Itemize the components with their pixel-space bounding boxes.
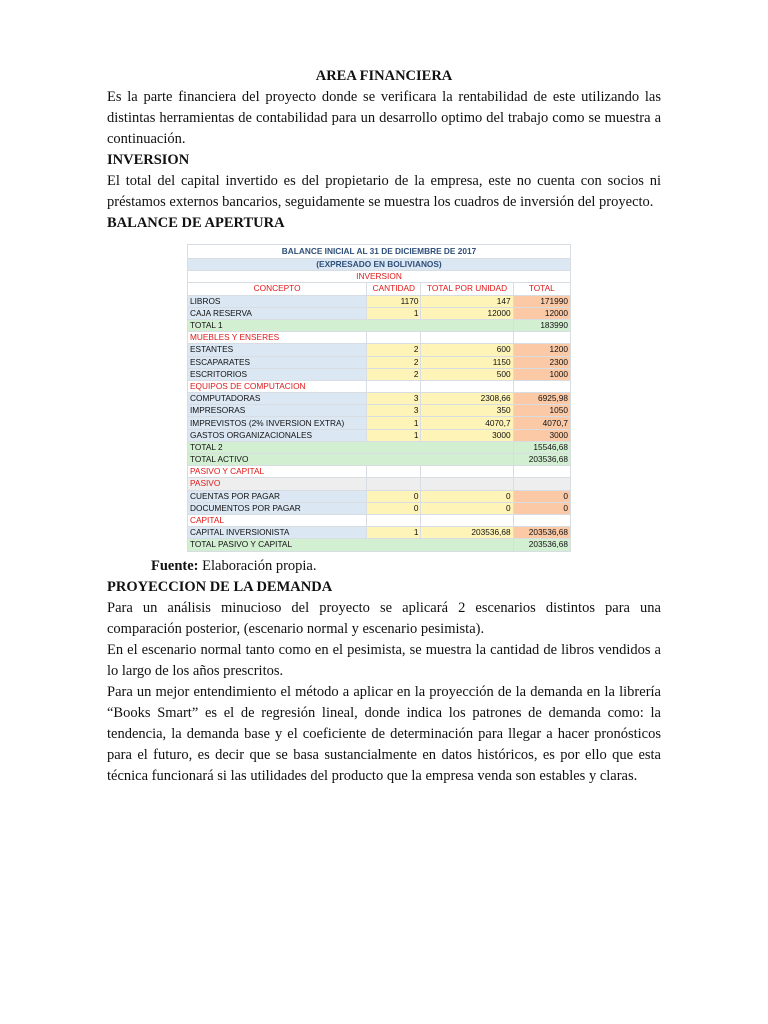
cell-unidad: 500 [421, 368, 513, 380]
cell-cantidad: 2 [367, 356, 421, 368]
fuente-caption [151, 556, 661, 577]
cell-total: 203536,68 [513, 539, 570, 551]
cell-cantidad: 0 [367, 490, 421, 502]
cell-concepto: PASIVO [188, 478, 367, 490]
cell-empty [421, 478, 513, 490]
cell-concepto: IMPRESORAS [188, 405, 367, 417]
header-total: TOTAL [513, 283, 570, 295]
cell-empty [513, 332, 570, 344]
table-title: BALANCE INICIAL AL 31 DE DICIEMBRE DE 2017 [188, 245, 571, 259]
demanda-paragraph-1: Para un análisis minucioso del proyecto se aplicará 2 escenarios distintos para una comparación posterior, (escenario normal y escenario pesimista). [107, 599, 661, 637]
cell-empty [421, 380, 513, 392]
cell-total: 3000 [513, 429, 570, 441]
cell-cantidad: 0 [367, 502, 421, 514]
table-row [188, 417, 571, 429]
cell-empty [421, 514, 513, 526]
table-row [188, 527, 571, 539]
cell-total: 2300 [513, 356, 570, 368]
cell-total: 4070,7 [513, 417, 570, 429]
cell-concepto: CAPITAL [188, 514, 367, 526]
cell-concepto: TOTAL 2 [188, 441, 514, 453]
intro-paragraph: Es la parte financiera del proyecto donde se verificara la rentabilidad de este utilizando las distintas herramientas de contabilidad para un desarrollo optimo del trabajo como se muestra a continuación. [107, 89, 661, 147]
cell-unidad: 0 [421, 490, 513, 502]
cell-total: 0 [513, 502, 570, 514]
cell-unidad: 1150 [421, 356, 513, 368]
cell-empty [421, 466, 513, 478]
table-subtitle: (EXPRESADO EN BOLIVIANOS) [188, 259, 571, 271]
table-section: INVERSION [188, 271, 571, 283]
fuente-text: Elaboración propia. [198, 557, 317, 574]
cell-total: 203536,68 [513, 527, 570, 539]
table-row [188, 429, 571, 441]
cell-unidad: 350 [421, 405, 513, 417]
table-row-total [188, 454, 571, 466]
cell-empty [513, 514, 570, 526]
cell-total: 15546,68 [513, 441, 570, 453]
table-row [188, 307, 571, 319]
cell-unidad: 3000 [421, 429, 513, 441]
table-row [188, 393, 571, 405]
cell-empty [367, 466, 421, 478]
cell-concepto: ESCRITORIOS [188, 368, 367, 380]
cell-total: 12000 [513, 307, 570, 319]
table-row [188, 490, 571, 502]
cell-cantidad: 1 [367, 417, 421, 429]
cell-unidad: 4070,7 [421, 417, 513, 429]
table-header-row [188, 283, 571, 295]
cell-unidad: 147 [421, 295, 513, 307]
cell-total: 1200 [513, 344, 570, 356]
table-row [188, 295, 571, 307]
cell-empty [513, 466, 570, 478]
table-row-category [188, 380, 571, 392]
cell-unidad: 2308,66 [421, 393, 513, 405]
fuente-label: Fuente: [151, 557, 199, 574]
doc-title: AREA FINANCIERA [315, 68, 453, 84]
cell-concepto: LIBROS [188, 295, 367, 307]
cell-total: 171990 [513, 295, 570, 307]
header-cantidad: CANTIDAD [367, 283, 421, 295]
table-row-category [188, 514, 571, 526]
table-row-total [188, 539, 571, 551]
cell-empty [513, 380, 570, 392]
cell-cantidad: 2 [367, 368, 421, 380]
balance-table [187, 244, 571, 552]
table-row-category [188, 466, 571, 478]
table-row-category [188, 478, 571, 490]
inversion-paragraph: El total del capital invertido es del propietario de la empresa, este no cuenta con socios ni préstamos externos bancarios, seguidamente se muestra los cuadros de inversión del proyecto. [107, 173, 661, 210]
cell-concepto: EQUIPOS DE COMPUTACION [188, 380, 367, 392]
table-row-total [188, 441, 571, 453]
cell-cantidad: 1 [367, 527, 421, 539]
cell-concepto: TOTAL PASIVO Y CAPITAL [188, 539, 514, 551]
cell-empty [421, 332, 513, 344]
cell-total: 183990 [513, 319, 570, 331]
cell-empty [367, 514, 421, 526]
cell-concepto: ESTANTES [188, 344, 367, 356]
table-row [188, 405, 571, 417]
cell-empty [367, 332, 421, 344]
cell-concepto: IMPREVISTOS (2% INVERSION EXTRA) [188, 417, 367, 429]
cell-total: 203536,68 [513, 454, 570, 466]
cell-cantidad: 1 [367, 307, 421, 319]
demanda-paragraph-2: En el escenario normal tanto como en el pesimista, se muestra la cantidad de libros vendidos a lo largo de los años prescritos. [107, 641, 661, 679]
cell-unidad: 203536,68 [421, 527, 513, 539]
cell-concepto: DOCUMENTOS POR PAGAR [188, 502, 367, 514]
cell-concepto: TOTAL ACTIVO [188, 454, 514, 466]
table-row-total [188, 319, 571, 331]
cell-concepto: CUENTAS POR PAGAR [188, 490, 367, 502]
inversion-heading: INVERSION [107, 152, 190, 168]
cell-concepto: TOTAL 1 [188, 319, 514, 331]
header-unidad: TOTAL POR UNIDAD [421, 283, 513, 295]
cell-empty [513, 478, 570, 490]
table-row [188, 344, 571, 356]
table-row-category [188, 332, 571, 344]
table-row [188, 368, 571, 380]
cell-total: 6925,98 [513, 393, 570, 405]
cell-concepto: CAPITAL INVERSIONISTA [188, 527, 367, 539]
cell-unidad: 12000 [421, 307, 513, 319]
cell-concepto: ESCAPARATES [188, 356, 367, 368]
cell-concepto: GASTOS ORGANIZACIONALES [188, 429, 367, 441]
cell-total: 1000 [513, 368, 570, 380]
demanda-heading: PROYECCION DE LA DEMANDA [107, 578, 333, 595]
cell-unidad: 0 [421, 502, 513, 514]
cell-total: 0 [513, 490, 570, 502]
cell-concepto: COMPUTADORAS [188, 393, 367, 405]
balance-table-image [187, 244, 571, 552]
cell-cantidad: 1 [367, 429, 421, 441]
cell-empty [367, 478, 421, 490]
cell-cantidad: 3 [367, 393, 421, 405]
cell-empty [367, 380, 421, 392]
balance-heading: BALANCE DE APERTURA [107, 215, 285, 231]
table-row [188, 356, 571, 368]
demanda-paragraph-3: Para un mejor entendimiento el método a aplicar en la proyección de la demanda en la librería “Books Smart” es el de regresión lineal, donde indica los patrones de demanda como: la tendencia, la demanda base y el coeficiente de determinación para llegar a hacer pronósticos para el futuro, es decir que se basa sustancialmente en datos históricos, es por ello que esta técnica funcionará si las utilidades del producto que la empresa venda son estables y claras. [107, 683, 661, 784]
cell-cantidad: 3 [367, 405, 421, 417]
table-row [188, 502, 571, 514]
cell-concepto: MUEBLES Y ENSERES [188, 332, 367, 344]
header-concepto: CONCEPTO [188, 283, 367, 295]
cell-total: 1050 [513, 405, 570, 417]
cell-concepto: PASIVO Y CAPITAL [188, 466, 367, 478]
cell-unidad: 600 [421, 344, 513, 356]
cell-cantidad: 1170 [367, 295, 421, 307]
cell-cantidad: 2 [367, 344, 421, 356]
document-page [107, 66, 661, 787]
cell-concepto: CAJA RESERVA [188, 307, 367, 319]
